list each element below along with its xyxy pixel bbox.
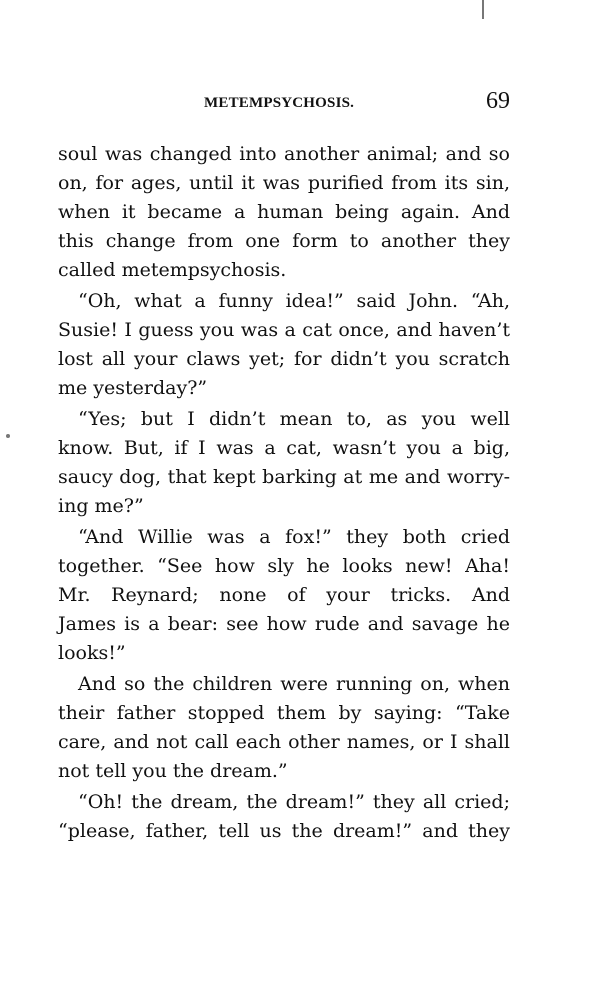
text-line-18: looks!” [58, 642, 126, 664]
text-line-11: know. But, if I was a cat, wasn’t you a big, [58, 437, 510, 459]
scan-mark-top [482, 0, 484, 19]
text-line-1: soul was changed into another animal; and so [58, 143, 510, 165]
text-line-3: when it became a human being again. And [58, 201, 510, 223]
text-line-20: their father stopped them by saying: “Take [58, 702, 510, 724]
text-line-13: ing me?” [58, 495, 144, 517]
text-line-24: “please, father, tell us the dream!” and they [58, 820, 510, 842]
text-line-2: on, for ages, until it was purified from its sin, [58, 172, 510, 194]
text-line-6: “Oh, what a funny idea!” said John. “Ah, [78, 290, 510, 312]
text-line-14: “And Willie was a fox!” they both cried [78, 526, 510, 548]
text-line-4: this change from one form to another they [58, 230, 510, 252]
text-line-15: together. “See how sly he looks new! Aha! [58, 555, 510, 577]
text-line-8: lost all your claws yet; for didn’t you scratch [58, 348, 510, 370]
text-line-9: me yesterday?” [58, 377, 208, 399]
text-line-22: not tell you the dream.” [58, 760, 288, 782]
running-head [58, 88, 510, 118]
text-line-23: “Oh! the dream, the dream!” they all cried; [78, 791, 510, 813]
text-line-10: “Yes; but I didn’t mean to, as you well [78, 408, 510, 430]
text-line-21: care, and not call each other names, or I shall [58, 731, 510, 753]
text-line-5: called metempsychosis. [58, 259, 287, 281]
text-line-19: And so the children were running on, when [78, 673, 510, 695]
page-number: 69 [486, 88, 510, 114]
text-line-12: saucy dog, that kept barking at me and worry- [58, 466, 510, 488]
text-line-16: Mr. Reynard; none of your tricks. And [58, 584, 510, 606]
text-line-7: Susie! I guess you was a cat once, and haven’t [58, 319, 510, 341]
running-title: METEMPSYCHOSIS. [204, 95, 355, 111]
scan-mark-left [6, 434, 10, 438]
text-line-17: James is a bear: see how rude and savage he [58, 613, 510, 635]
